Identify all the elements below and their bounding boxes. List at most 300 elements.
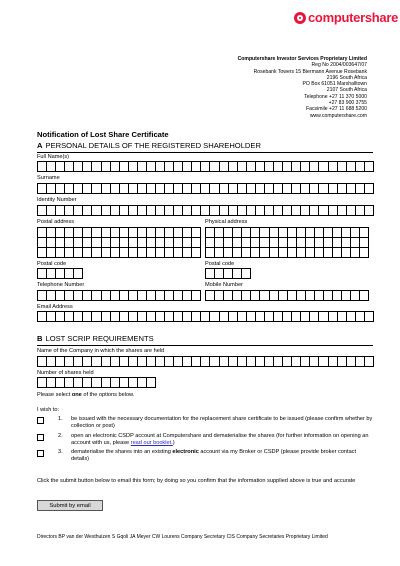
character-box[interactable] <box>288 291 297 301</box>
character-box[interactable] <box>279 228 288 238</box>
character-box[interactable] <box>65 291 74 301</box>
character-box[interactable] <box>301 184 310 194</box>
character-box[interactable] <box>310 162 319 172</box>
character-box[interactable] <box>201 162 210 172</box>
character-box[interactable] <box>65 269 74 279</box>
character-box[interactable] <box>292 312 301 322</box>
character-box[interactable] <box>38 228 47 238</box>
character-box[interactable] <box>92 238 101 248</box>
character-box[interactable] <box>247 162 256 172</box>
character-box[interactable] <box>92 184 101 194</box>
character-box[interactable] <box>74 357 83 367</box>
character-box[interactable] <box>111 184 120 194</box>
character-box[interactable] <box>47 238 56 248</box>
character-box[interactable] <box>47 184 56 194</box>
character-box[interactable] <box>347 206 356 216</box>
character-box[interactable] <box>56 291 65 301</box>
character-box[interactable] <box>192 238 201 248</box>
character-box[interactable] <box>147 238 156 248</box>
character-box[interactable] <box>102 228 111 238</box>
postal-address-boxes[interactable] <box>37 227 201 258</box>
character-box[interactable] <box>342 228 351 238</box>
character-box[interactable] <box>301 357 310 367</box>
character-box[interactable] <box>247 184 256 194</box>
character-box[interactable] <box>229 357 238 367</box>
character-box[interactable] <box>147 228 156 238</box>
character-box[interactable] <box>38 184 47 194</box>
character-box[interactable] <box>315 248 324 258</box>
character-box[interactable] <box>310 206 319 216</box>
character-box[interactable] <box>233 269 242 279</box>
character-box[interactable] <box>220 184 229 194</box>
character-box[interactable] <box>156 228 165 238</box>
character-box[interactable] <box>265 184 274 194</box>
character-box[interactable] <box>138 357 147 367</box>
character-box[interactable] <box>156 238 165 248</box>
character-box[interactable] <box>183 312 192 322</box>
character-box[interactable] <box>306 238 315 248</box>
character-box[interactable] <box>347 312 356 322</box>
character-box[interactable] <box>47 248 56 258</box>
character-box[interactable] <box>38 378 47 388</box>
character-box[interactable] <box>192 291 201 301</box>
character-box[interactable] <box>47 206 56 216</box>
character-box[interactable] <box>120 238 129 248</box>
character-box[interactable] <box>220 312 229 322</box>
character-box[interactable] <box>38 291 47 301</box>
character-box[interactable] <box>174 248 183 258</box>
character-box[interactable] <box>147 184 156 194</box>
character-box[interactable] <box>288 228 297 238</box>
character-box[interactable] <box>251 291 260 301</box>
character-box[interactable] <box>274 184 283 194</box>
character-box[interactable] <box>192 184 201 194</box>
character-box[interactable] <box>315 238 324 248</box>
character-box[interactable] <box>306 291 315 301</box>
character-box[interactable] <box>329 357 338 367</box>
character-box[interactable] <box>120 228 129 238</box>
character-box[interactable] <box>56 228 65 238</box>
character-box[interactable] <box>165 291 174 301</box>
character-box[interactable] <box>192 228 201 238</box>
character-box[interactable] <box>265 312 274 322</box>
character-box[interactable] <box>283 184 292 194</box>
character-box[interactable] <box>92 357 101 367</box>
character-box[interactable] <box>129 162 138 172</box>
character-box[interactable] <box>224 238 233 248</box>
character-box[interactable] <box>102 291 111 301</box>
character-box[interactable] <box>174 206 183 216</box>
character-box[interactable] <box>206 248 215 258</box>
character-box[interactable] <box>297 228 306 238</box>
character-box[interactable] <box>233 238 242 248</box>
character-box[interactable] <box>138 184 147 194</box>
character-box[interactable] <box>210 162 219 172</box>
identity-number-boxes[interactable] <box>37 205 374 216</box>
character-box[interactable] <box>138 162 147 172</box>
character-box[interactable] <box>165 238 174 248</box>
character-box[interactable] <box>297 248 306 258</box>
character-box[interactable] <box>74 378 83 388</box>
character-box[interactable] <box>329 206 338 216</box>
character-box[interactable] <box>306 228 315 238</box>
character-box[interactable] <box>192 206 201 216</box>
character-box[interactable] <box>129 378 138 388</box>
character-box[interactable] <box>38 357 47 367</box>
character-box[interactable] <box>120 357 129 367</box>
character-box[interactable] <box>242 248 251 258</box>
character-box[interactable] <box>56 269 65 279</box>
character-box[interactable] <box>256 312 265 322</box>
character-box[interactable] <box>183 228 192 238</box>
character-box[interactable] <box>238 184 247 194</box>
character-box[interactable] <box>365 206 374 216</box>
character-box[interactable] <box>83 291 92 301</box>
character-box[interactable] <box>192 357 201 367</box>
character-box[interactable] <box>120 184 129 194</box>
character-box[interactable] <box>215 248 224 258</box>
character-box[interactable] <box>47 378 56 388</box>
character-box[interactable] <box>156 357 165 367</box>
character-box[interactable] <box>74 206 83 216</box>
character-box[interactable] <box>351 248 360 258</box>
character-box[interactable] <box>74 248 83 258</box>
surname-boxes[interactable] <box>37 183 374 194</box>
character-box[interactable] <box>342 248 351 258</box>
character-box[interactable] <box>156 184 165 194</box>
character-box[interactable] <box>251 228 260 238</box>
character-box[interactable] <box>102 248 111 258</box>
character-box[interactable] <box>315 228 324 238</box>
character-box[interactable] <box>333 228 342 238</box>
character-box[interactable] <box>120 291 129 301</box>
character-box[interactable] <box>224 269 233 279</box>
character-box[interactable] <box>356 206 365 216</box>
character-box[interactable] <box>229 206 238 216</box>
mobile-boxes[interactable] <box>205 290 369 301</box>
character-box[interactable] <box>111 238 120 248</box>
character-box[interactable] <box>338 184 347 194</box>
character-box[interactable] <box>111 357 120 367</box>
character-box[interactable] <box>111 378 120 388</box>
character-box[interactable] <box>356 184 365 194</box>
character-box[interactable] <box>147 206 156 216</box>
option-3-checkbox[interactable] <box>37 450 44 457</box>
character-box[interactable] <box>38 238 47 248</box>
character-box[interactable] <box>183 184 192 194</box>
character-box[interactable] <box>220 206 229 216</box>
character-box[interactable] <box>111 228 120 238</box>
character-box[interactable] <box>174 184 183 194</box>
character-box[interactable] <box>183 248 192 258</box>
character-box[interactable] <box>356 357 365 367</box>
character-box[interactable] <box>56 162 65 172</box>
character-box[interactable] <box>210 312 219 322</box>
character-box[interactable] <box>83 206 92 216</box>
character-box[interactable] <box>38 206 47 216</box>
telephone-boxes[interactable] <box>37 290 201 301</box>
character-box[interactable] <box>165 357 174 367</box>
character-box[interactable] <box>215 269 224 279</box>
character-box[interactable] <box>183 357 192 367</box>
character-box[interactable] <box>65 378 74 388</box>
character-box[interactable] <box>265 162 274 172</box>
character-box[interactable] <box>102 378 111 388</box>
character-box[interactable] <box>215 238 224 248</box>
character-box[interactable] <box>102 238 111 248</box>
option-1-checkbox[interactable] <box>37 417 44 424</box>
character-box[interactable] <box>292 184 301 194</box>
character-box[interactable] <box>315 291 324 301</box>
character-box[interactable] <box>201 206 210 216</box>
character-box[interactable] <box>83 228 92 238</box>
character-box[interactable] <box>183 291 192 301</box>
character-box[interactable] <box>111 162 120 172</box>
character-box[interactable] <box>156 206 165 216</box>
character-box[interactable] <box>65 184 74 194</box>
character-box[interactable] <box>220 162 229 172</box>
character-box[interactable] <box>220 357 229 367</box>
character-box[interactable] <box>256 184 265 194</box>
character-box[interactable] <box>324 238 333 248</box>
character-box[interactable] <box>224 291 233 301</box>
character-box[interactable] <box>210 206 219 216</box>
character-box[interactable] <box>365 312 374 322</box>
character-box[interactable] <box>206 291 215 301</box>
character-box[interactable] <box>260 291 269 301</box>
character-box[interactable] <box>102 184 111 194</box>
character-box[interactable] <box>270 228 279 238</box>
character-box[interactable] <box>347 357 356 367</box>
read-booklet-link[interactable]: read our booklet. <box>130 440 173 447</box>
physical-postal-code-boxes[interactable] <box>205 268 251 279</box>
character-box[interactable] <box>111 312 120 322</box>
character-box[interactable] <box>183 162 192 172</box>
character-box[interactable] <box>102 312 111 322</box>
character-box[interactable] <box>65 248 74 258</box>
character-box[interactable] <box>174 238 183 248</box>
character-box[interactable] <box>274 162 283 172</box>
email-boxes[interactable] <box>37 311 374 322</box>
submit-by-email-button[interactable]: Submit by email <box>37 500 103 511</box>
character-box[interactable] <box>156 162 165 172</box>
character-box[interactable] <box>129 184 138 194</box>
character-box[interactable] <box>92 162 101 172</box>
character-box[interactable] <box>83 357 92 367</box>
character-box[interactable] <box>206 228 215 238</box>
character-box[interactable] <box>192 312 201 322</box>
character-box[interactable] <box>65 206 74 216</box>
character-box[interactable] <box>256 206 265 216</box>
character-box[interactable] <box>74 269 83 279</box>
character-box[interactable] <box>283 162 292 172</box>
character-box[interactable] <box>206 269 215 279</box>
character-box[interactable] <box>306 248 315 258</box>
character-box[interactable] <box>242 228 251 238</box>
character-box[interactable] <box>270 248 279 258</box>
character-box[interactable] <box>283 357 292 367</box>
character-box[interactable] <box>247 357 256 367</box>
character-box[interactable] <box>365 162 374 172</box>
character-box[interactable] <box>274 206 283 216</box>
character-box[interactable] <box>210 184 219 194</box>
character-box[interactable] <box>47 357 56 367</box>
character-box[interactable] <box>147 357 156 367</box>
character-box[interactable] <box>56 184 65 194</box>
character-box[interactable] <box>92 228 101 238</box>
character-box[interactable] <box>229 162 238 172</box>
character-box[interactable] <box>129 228 138 238</box>
character-box[interactable] <box>92 378 101 388</box>
character-box[interactable] <box>83 312 92 322</box>
character-box[interactable] <box>192 162 201 172</box>
character-box[interactable] <box>120 312 129 322</box>
character-box[interactable] <box>74 162 83 172</box>
character-box[interactable] <box>65 238 74 248</box>
character-box[interactable] <box>138 206 147 216</box>
character-box[interactable] <box>74 184 83 194</box>
character-box[interactable] <box>120 162 129 172</box>
character-box[interactable] <box>174 162 183 172</box>
character-box[interactable] <box>338 312 347 322</box>
character-box[interactable] <box>256 357 265 367</box>
character-box[interactable] <box>138 228 147 238</box>
character-box[interactable] <box>47 269 56 279</box>
character-box[interactable] <box>201 357 210 367</box>
character-box[interactable] <box>138 378 147 388</box>
character-box[interactable] <box>74 238 83 248</box>
character-box[interactable] <box>47 228 56 238</box>
character-box[interactable] <box>92 291 101 301</box>
character-box[interactable] <box>270 238 279 248</box>
character-box[interactable] <box>279 238 288 248</box>
physical-address-boxes[interactable] <box>205 227 369 258</box>
character-box[interactable] <box>329 162 338 172</box>
character-box[interactable] <box>360 238 369 248</box>
character-box[interactable] <box>319 206 328 216</box>
character-box[interactable] <box>292 206 301 216</box>
character-box[interactable] <box>174 312 183 322</box>
character-box[interactable] <box>38 269 47 279</box>
character-box[interactable] <box>147 248 156 258</box>
character-box[interactable] <box>338 206 347 216</box>
character-box[interactable] <box>47 312 56 322</box>
character-box[interactable] <box>319 184 328 194</box>
character-box[interactable] <box>360 248 369 258</box>
character-box[interactable] <box>242 238 251 248</box>
character-box[interactable] <box>56 378 65 388</box>
character-box[interactable] <box>165 248 174 258</box>
character-box[interactable] <box>310 357 319 367</box>
character-box[interactable] <box>319 162 328 172</box>
character-box[interactable] <box>265 357 274 367</box>
character-box[interactable] <box>120 206 129 216</box>
character-box[interactable] <box>233 291 242 301</box>
character-box[interactable] <box>329 184 338 194</box>
character-box[interactable] <box>47 291 56 301</box>
character-box[interactable] <box>47 162 56 172</box>
character-box[interactable] <box>102 357 111 367</box>
character-box[interactable] <box>201 312 210 322</box>
character-box[interactable] <box>138 312 147 322</box>
character-box[interactable] <box>347 184 356 194</box>
character-box[interactable] <box>238 312 247 322</box>
character-box[interactable] <box>183 238 192 248</box>
character-box[interactable] <box>56 357 65 367</box>
character-box[interactable] <box>192 248 201 258</box>
character-box[interactable] <box>279 248 288 258</box>
character-box[interactable] <box>201 184 210 194</box>
character-box[interactable] <box>74 228 83 238</box>
character-box[interactable] <box>65 357 74 367</box>
character-box[interactable] <box>347 162 356 172</box>
character-box[interactable] <box>365 357 374 367</box>
character-box[interactable] <box>129 357 138 367</box>
character-box[interactable] <box>283 206 292 216</box>
character-box[interactable] <box>242 291 251 301</box>
character-box[interactable] <box>183 206 192 216</box>
character-box[interactable] <box>65 228 74 238</box>
character-box[interactable] <box>360 291 369 301</box>
character-box[interactable] <box>356 312 365 322</box>
character-box[interactable] <box>274 312 283 322</box>
character-box[interactable] <box>38 162 47 172</box>
character-box[interactable] <box>260 248 269 258</box>
character-box[interactable] <box>233 248 242 258</box>
character-box[interactable] <box>56 238 65 248</box>
character-box[interactable] <box>351 228 360 238</box>
character-box[interactable] <box>111 206 120 216</box>
character-box[interactable] <box>256 162 265 172</box>
character-box[interactable] <box>92 312 101 322</box>
character-box[interactable] <box>83 162 92 172</box>
character-box[interactable] <box>129 238 138 248</box>
character-box[interactable] <box>92 206 101 216</box>
character-box[interactable] <box>279 291 288 301</box>
character-box[interactable] <box>174 291 183 301</box>
character-box[interactable] <box>229 184 238 194</box>
character-box[interactable] <box>319 357 328 367</box>
character-box[interactable] <box>260 238 269 248</box>
character-box[interactable] <box>251 238 260 248</box>
character-box[interactable] <box>288 248 297 258</box>
character-box[interactable] <box>129 206 138 216</box>
character-box[interactable] <box>111 248 120 258</box>
character-box[interactable] <box>324 291 333 301</box>
character-box[interactable] <box>156 312 165 322</box>
character-box[interactable] <box>147 291 156 301</box>
character-box[interactable] <box>206 238 215 248</box>
character-box[interactable] <box>65 162 74 172</box>
character-box[interactable] <box>247 206 256 216</box>
character-box[interactable] <box>242 269 251 279</box>
character-box[interactable] <box>324 228 333 238</box>
option-2-checkbox[interactable] <box>37 434 44 441</box>
character-box[interactable] <box>351 238 360 248</box>
character-box[interactable] <box>56 206 65 216</box>
character-box[interactable] <box>288 238 297 248</box>
character-box[interactable] <box>56 312 65 322</box>
character-box[interactable] <box>238 206 247 216</box>
character-box[interactable] <box>360 228 369 238</box>
character-box[interactable] <box>129 248 138 258</box>
character-box[interactable] <box>38 312 47 322</box>
character-box[interactable] <box>338 162 347 172</box>
character-box[interactable] <box>251 248 260 258</box>
character-box[interactable] <box>215 291 224 301</box>
character-box[interactable] <box>156 248 165 258</box>
character-box[interactable] <box>329 312 338 322</box>
